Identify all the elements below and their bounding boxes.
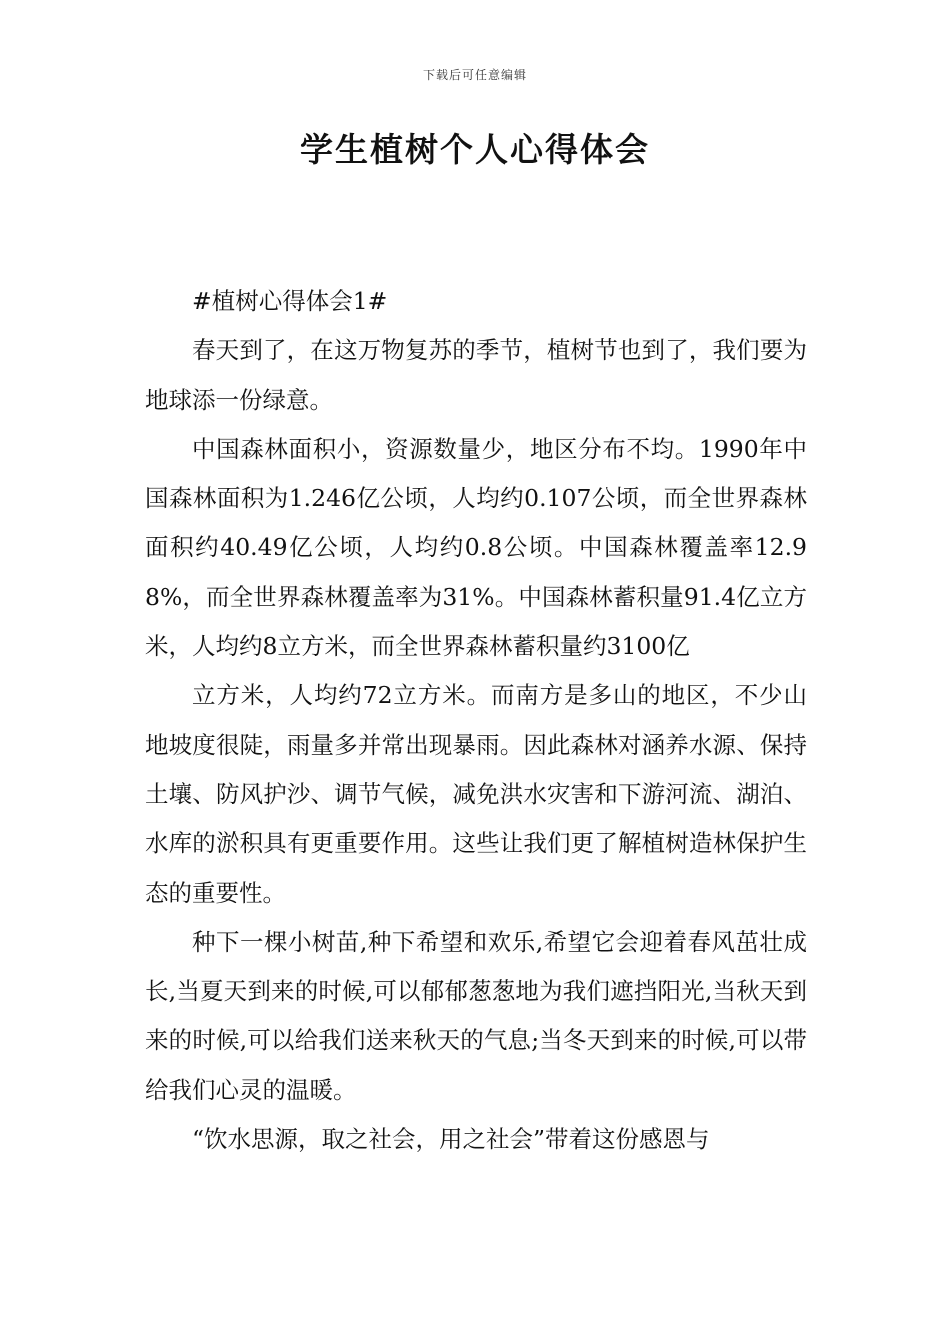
document-title: 学生植树个人心得体会 [300,130,650,169]
paragraph: 种下一棵小树苗,种下希望和欢乐,希望它会迎着春风茁壮成长,当夏天到来的时候,可以郁郁葱葱地为我们遮挡阳光,当秋天到来的时候,可以给我们送来秋天的气息;当冬天到来的时候,可以带给我们心灵的温暖。 [145,927,807,1104]
paragraph: 立方米，人均约72立方米。而南方是多山的地区，不少山地坡度很陡，雨量多并常出现暴雨。因此森林对涵养水源、保持土壤、防风护沙、调节气候，减免洪水灾害和下游河流、湖泊、水库的淤积具有更重要作用。这些让我们更了解植树造林保护生态的重要性。 [145,681,807,907]
document-body [145,277,807,1164]
paragraph: 春天到了，在这万物复苏的季节，植树节也到了，我们要为地球添一份绿意。 [145,336,807,414]
paragraph: “饮水思源，取之社会，用之社会”带着这份感恩与 [192,1125,710,1154]
section-heading: #植树心得体会1# [192,287,388,315]
header-note: 下载后可任意编辑 [422,68,527,82]
paragraph: 中国森林面积小，资源数量少，地区分布不均。1990年中国森林面积为1.246亿公顷，人均约0.107公顷，而全世界森林面积约40.49亿公顷，人均约0.8公顷。中国森林覆盖率12.98%，而全世界森林覆盖率为31%。中国森林蓄积量91.4亿立方米，人均约8立方米，而全世界森林蓄积量约3100亿 [145,434,807,661]
